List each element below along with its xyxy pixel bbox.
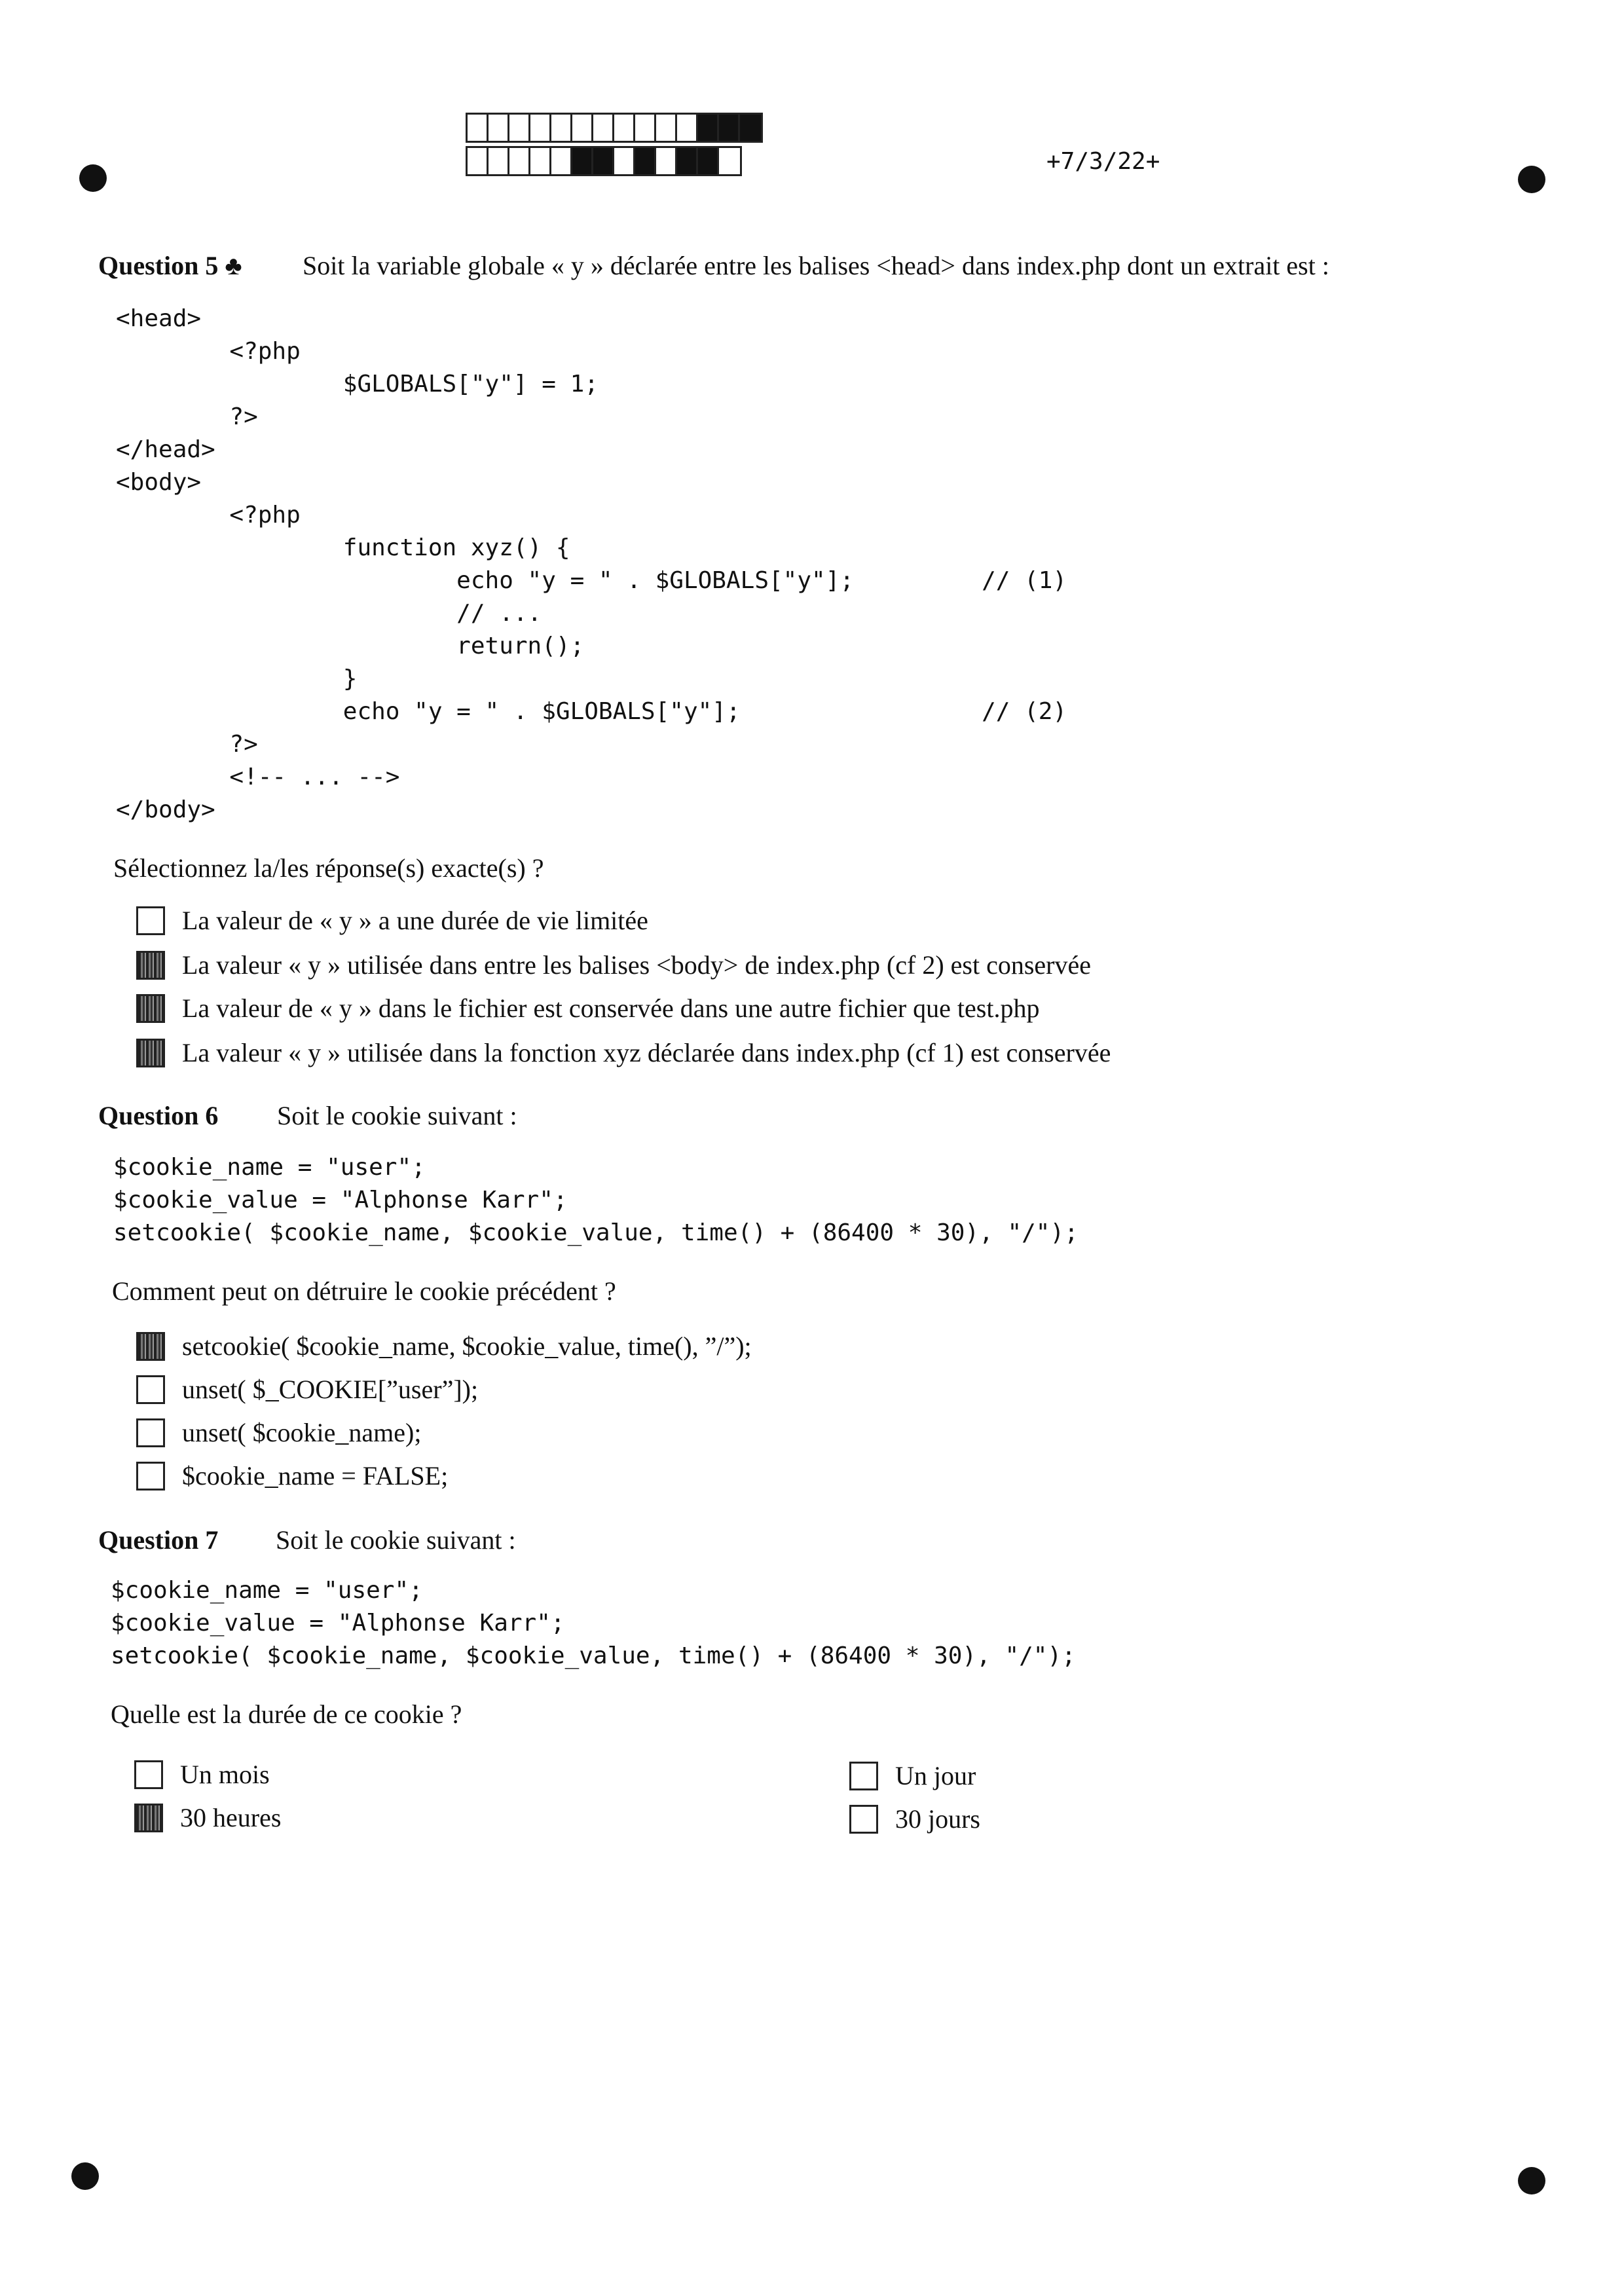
barcode-cell	[698, 148, 719, 174]
barcode-row-2	[466, 146, 742, 176]
page-code: +7/3/22+	[1046, 148, 1160, 175]
code-line: <body>	[116, 469, 202, 496]
barcode-row-1	[466, 113, 763, 143]
barcode-cell	[677, 115, 698, 141]
registration-dot-top-right	[1518, 166, 1545, 193]
barcode-cell	[719, 148, 740, 174]
q6-statement: Soit le cookie suivant :	[277, 1101, 517, 1130]
registration-dot-bottom-left	[71, 2162, 99, 2190]
answer-option-label: La valeur de « y » dans le fichier est conservée dans une autre fichier que test.php	[182, 993, 1040, 1023]
barcode-cell	[509, 115, 530, 141]
barcode-cell	[635, 115, 656, 141]
answer-checkbox[interactable]	[136, 1332, 165, 1361]
answer-option-label: setcookie( $cookie_name, $cookie_value, time(), ”/”);	[182, 1331, 752, 1361]
code-line: // ...	[116, 600, 542, 627]
q6-code-block	[113, 1151, 1079, 1250]
code-line: ?>	[116, 731, 258, 758]
answer-option-label: 30 heures	[180, 1803, 282, 1832]
answer-checkbox[interactable]	[849, 1762, 878, 1790]
barcode-cell	[593, 115, 614, 141]
barcode-cell	[614, 148, 635, 174]
barcode-cell	[551, 115, 572, 141]
code-line: $cookie_name = "user";	[113, 1154, 426, 1181]
code-line: <?php	[116, 502, 301, 528]
barcode-cell	[656, 115, 677, 141]
barcode-cell	[593, 148, 614, 174]
code-line: $cookie_value = "Alphonse Karr";	[113, 1187, 568, 1213]
code-line: return();	[116, 633, 585, 659]
q6-prompt: Comment peut on détruire le cookie précédent ?	[112, 1276, 616, 1306]
answer-option-label: $cookie_name = FALSE;	[182, 1461, 449, 1491]
code-line: function xyz() {	[116, 534, 570, 561]
q6-label: Question 6	[98, 1101, 219, 1130]
answer-checkbox[interactable]	[136, 994, 165, 1023]
registration-dot-top-left	[79, 164, 107, 192]
barcode-cell	[572, 115, 593, 141]
barcode-cell	[530, 148, 551, 174]
barcode-cell	[468, 148, 489, 174]
code-line: setcookie( $cookie_name, $cookie_value, time() + (86400 * 30), "/");	[111, 1642, 1076, 1669]
code-line: <head>	[116, 305, 202, 332]
answer-option-label: unset( $_COOKIE[”user”]);	[182, 1375, 479, 1404]
answer-option-label: 30 jours	[895, 1804, 980, 1834]
code-line: </body>	[116, 796, 215, 823]
answer-checkbox[interactable]	[134, 1804, 163, 1832]
answer-option-label: La valeur de « y » a une durée de vie limitée	[182, 906, 648, 935]
answer-option-label: La valeur « y » utilisée dans entre les balises <body> de index.php (cf 2) est conservée	[182, 950, 1092, 980]
code-line: }	[116, 665, 358, 692]
q7-label: Question 7	[98, 1525, 219, 1555]
q7-code-block	[111, 1574, 1076, 1673]
code-line: $GLOBALS["y"] = 1;	[116, 371, 599, 398]
barcode-cell	[635, 148, 656, 174]
answer-checkbox[interactable]	[136, 1375, 165, 1404]
q5-label: Question 5 ♣	[98, 251, 242, 280]
answer-option-label: La valeur « y » utilisée dans la fonction xyz déclarée dans index.php (cf 1) est conservée	[182, 1038, 1111, 1067]
answer-checkbox[interactable]	[136, 1462, 165, 1491]
barcode-cell	[614, 115, 635, 141]
barcode-cell	[677, 148, 698, 174]
code-line: $cookie_name = "user";	[111, 1577, 423, 1604]
barcode-cell	[489, 148, 509, 174]
q5-statement: Soit la variable globale « y » déclarée entre les balises <head> dans index.php dont un extrait est :	[303, 251, 1329, 280]
q5-code-block	[116, 303, 1067, 826]
club-icon: ♣	[225, 251, 242, 280]
code-line: <?php	[116, 338, 301, 365]
barcode-cell	[572, 148, 593, 174]
answer-checkbox[interactable]	[134, 1760, 163, 1789]
q7-statement: Soit le cookie suivant :	[276, 1525, 516, 1555]
answer-option-label: Un mois	[180, 1760, 270, 1789]
code-line: ?>	[116, 403, 258, 430]
answer-checkbox[interactable]	[136, 906, 165, 935]
answer-option-label: unset( $cookie_name);	[182, 1418, 422, 1447]
code-line: echo "y = " . $GLOBALS["y"]; // (2)	[116, 698, 1067, 725]
code-line: echo "y = " . $GLOBALS["y"]; // (1)	[116, 567, 1067, 594]
barcode-cell	[719, 115, 740, 141]
code-line: </head>	[116, 436, 215, 463]
code-line: <!-- ... -->	[116, 764, 400, 790]
barcode-cell	[468, 115, 489, 141]
code-line: setcookie( $cookie_name, $cookie_value, time() + (86400 * 30), "/");	[113, 1219, 1079, 1246]
answer-checkbox[interactable]	[136, 951, 165, 980]
barcode-cell	[698, 115, 719, 141]
barcode-cell	[530, 115, 551, 141]
answer-checkbox[interactable]	[849, 1805, 878, 1834]
code-line: $cookie_value = "Alphonse Karr";	[111, 1610, 565, 1637]
answer-option-label: Un jour	[895, 1761, 976, 1790]
registration-dot-bottom-right	[1518, 2167, 1545, 2194]
barcode-cell	[489, 115, 509, 141]
answer-checkbox[interactable]	[136, 1418, 165, 1447]
barcode-cell	[509, 148, 530, 174]
q5-prompt: Sélectionnez la/les réponse(s) exacte(s) ?	[113, 853, 544, 883]
answer-checkbox[interactable]	[136, 1039, 165, 1067]
barcode-cell	[656, 148, 677, 174]
q7-prompt: Quelle est la durée de ce cookie ?	[111, 1699, 462, 1729]
barcode-cell	[551, 148, 572, 174]
barcode-cell	[740, 115, 761, 141]
